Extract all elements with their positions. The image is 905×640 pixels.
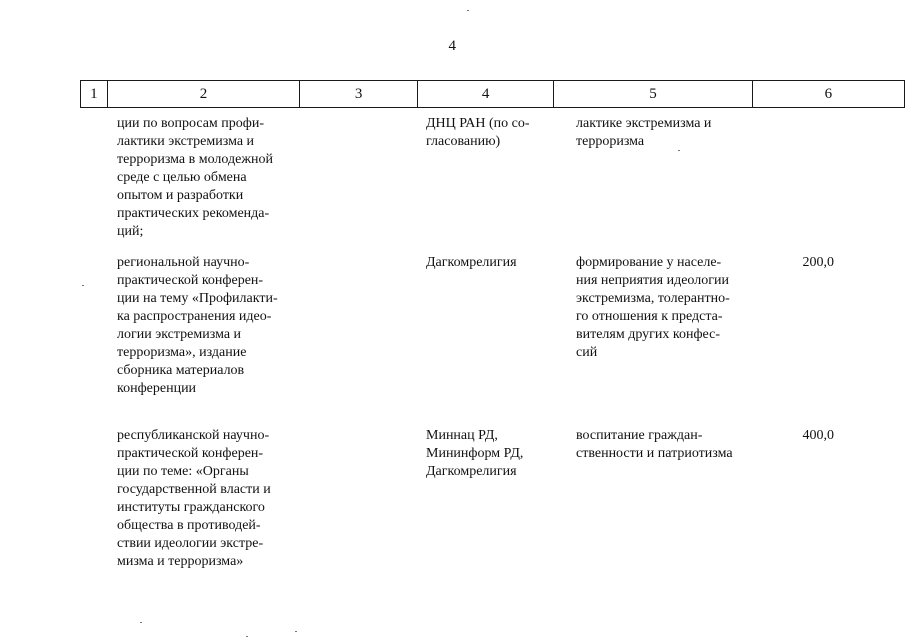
row-1-activity-text: ции по вопросам профи- лактики экстремизма и терроризма в молодежной среде с целью обмена опытом и разработки практических рекоменда- ций;: [117, 116, 273, 239]
row-2-activity-text: региональной научно- практической конферен- ции на тему «Профилакти- ка распространения идео- логии экстремизма и терроризма», издание сборника материалов конференции: [117, 255, 278, 396]
column-header-4: 4: [417, 81, 553, 108]
column-header-table: [80, 80, 905, 108]
row-2-goal-text: формирование у населе- ния неприятия идеологии экстремизма, толерантно- го отношения к предста- вителям других конфес- сий: [576, 255, 730, 360]
scan-speck: [140, 622, 142, 623]
page-number: 4: [448, 38, 457, 54]
column-header-row: [81, 81, 905, 108]
column-header-5: 5: [554, 81, 753, 108]
row-3-executor-text: Миннац РД, Мининформ РД, Дагкомрелигия: [426, 428, 524, 479]
column-header-6: 6: [752, 81, 904, 108]
scan-speck: [467, 10, 469, 11]
row-1-goal-text: лактике экстремизма и терроризма: [576, 116, 712, 149]
row-1-executor-text: ДНЦ РАН (по со- гласованию): [426, 116, 530, 149]
row-2-executor-text: Дагкомрелигия: [426, 255, 517, 270]
scan-speck: [295, 631, 297, 632]
row-3-goal-text: воспитание граждан- ственности и патриотизма: [576, 428, 733, 461]
scan-speck: [82, 285, 84, 286]
row-2-amount-text: 200,0: [802, 255, 834, 270]
scan-speck: [678, 150, 680, 151]
scan-speck: [246, 636, 248, 637]
column-header-3: 3: [300, 81, 418, 108]
column-header-1: 1: [81, 81, 108, 108]
column-header-2: 2: [107, 81, 300, 108]
row-3-activity-text: республиканской научно- практической конферен- ции по теме: «Органы государственной власти и институты гражданского общества в противодей- ствии идеологии экстре- мизма и терроризма»: [117, 428, 271, 569]
row-3-amount-text: 400,0: [802, 428, 834, 443]
